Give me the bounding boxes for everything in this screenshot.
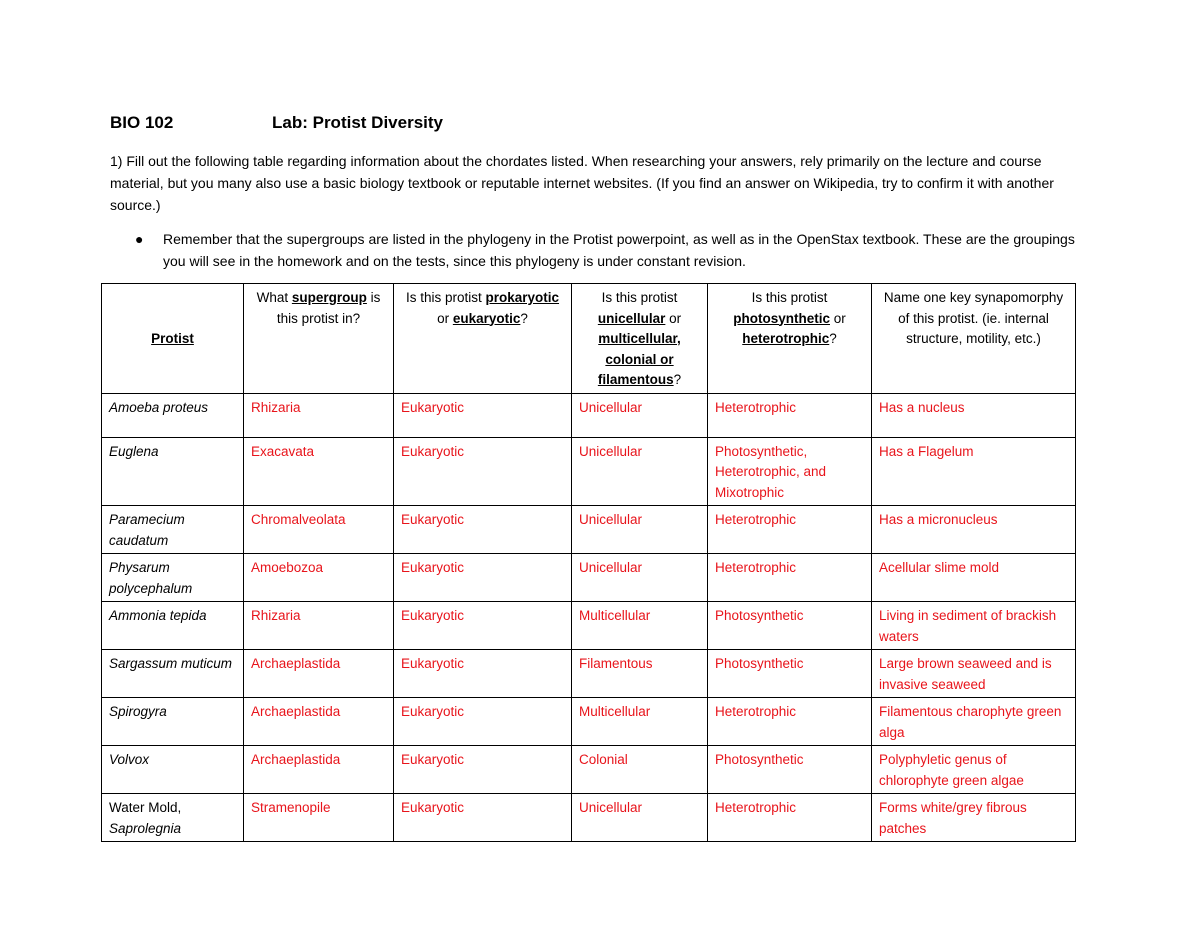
cell-synapomorphy: Has a micronucleus [872, 506, 1076, 554]
cell-protist-name: Paramecium caudatum [102, 506, 244, 554]
table-row [102, 650, 1076, 698]
table-header-row [102, 284, 1076, 394]
table-row [102, 393, 1076, 437]
cell-organization: Unicellular [572, 393, 708, 437]
header-nutrition: Is this protist photosynthetic or heterotrophic? [708, 284, 872, 394]
cell-organization: Multicellular [572, 602, 708, 650]
cell-cell-type: Eukaryotic [394, 393, 572, 437]
cell-synapomorphy: Polyphyletic genus of chlorophyte green algae [872, 746, 1076, 794]
cell-nutrition: Photosynthetic [708, 650, 872, 698]
cell-nutrition: Photosynthetic [708, 746, 872, 794]
cell-supergroup: Exacavata [244, 437, 394, 506]
bullet-text: Remember that the supergroups are listed in the phylogeny in the Protist powerpoint, as well as in the OpenStax textbook. These are the groupings you will see in the homework and on the tests, since this phylogeny is under constant revision. [163, 231, 1075, 269]
header-supergroup: What supergroup is this protist in? [244, 284, 394, 394]
cell-organization: Unicellular [572, 554, 708, 602]
cell-synapomorphy: Has a nucleus [872, 393, 1076, 437]
header-protist: Protist [102, 284, 244, 394]
table-row [102, 554, 1076, 602]
cell-synapomorphy: Has a Flagelum [872, 437, 1076, 506]
bullet-item [110, 228, 1095, 272]
table-row [102, 746, 1076, 794]
cell-supergroup: Archaeplastida [244, 698, 394, 746]
cell-supergroup: Archaeplastida [244, 746, 394, 794]
cell-cell-type: Eukaryotic [394, 554, 572, 602]
cell-cell-type: Eukaryotic [394, 698, 572, 746]
cell-protist-name: Volvox [102, 746, 244, 794]
cell-supergroup: Rhizaria [244, 393, 394, 437]
protist-table [101, 283, 1076, 842]
cell-synapomorphy: Filamentous charophyte green alga [872, 698, 1076, 746]
cell-protist-name: Amoeba proteus [102, 393, 244, 437]
cell-nutrition: Heterotrophic [708, 506, 872, 554]
instructions-paragraph: 1) Fill out the following table regarding information about the chordates listed. When researching your answers, rely primarily on the lecture and course material, but you many also use a basic biology textbook or reputable internet websites. (If you find an answer on Wikipedia, try to confirm it with another source.) [110, 153, 1054, 213]
protist-common-name: Water Mold, [109, 800, 182, 815]
table-row [102, 794, 1076, 842]
cell-cell-type: Eukaryotic [394, 437, 572, 506]
cell-organization: Unicellular [572, 506, 708, 554]
cell-synapomorphy: Living in sediment of brackish waters [872, 602, 1076, 650]
course-code: BIO 102 [110, 113, 174, 132]
cell-supergroup: Amoebozoa [244, 554, 394, 602]
cell-synapomorphy: Forms white/grey fibrous patches [872, 794, 1076, 842]
cell-nutrition: Photosynthetic, Heterotrophic, and Mixotrophic [708, 437, 872, 506]
protist-genus-name: Saprolegnia [109, 820, 182, 836]
bullet-icon: ● [135, 231, 144, 247]
cell-nutrition: Heterotrophic [708, 794, 872, 842]
document-title-row [110, 113, 443, 133]
cell-nutrition: Heterotrophic [708, 554, 872, 602]
cell-supergroup: Chromalveolata [244, 506, 394, 554]
cell-nutrition: Photosynthetic [708, 602, 872, 650]
table-row [102, 698, 1076, 746]
cell-cell-type: Eukaryotic [394, 602, 572, 650]
cell-supergroup: Archaeplastida [244, 650, 394, 698]
cell-cell-type: Eukaryotic [394, 650, 572, 698]
header-prokaryotic-eukaryotic: Is this protist prokaryotic or eukaryotic? [394, 284, 572, 394]
cell-cell-type: Eukaryotic [394, 506, 572, 554]
table-row [102, 602, 1076, 650]
cell-protist-name: Spirogyra [102, 698, 244, 746]
cell-organization: Filamentous [572, 650, 708, 698]
cell-supergroup: Stramenopile [244, 794, 394, 842]
cell-protist-name: Sargassum muticum [102, 650, 244, 698]
table-row [102, 506, 1076, 554]
cell-protist-name: Euglena [102, 437, 244, 506]
cell-organization: Unicellular [572, 794, 708, 842]
cell-organization: Colonial [572, 746, 708, 794]
cell-nutrition: Heterotrophic [708, 698, 872, 746]
cell-protist-name: Physarum polycephalum [102, 554, 244, 602]
cell-protist-name [102, 794, 244, 842]
cell-nutrition: Heterotrophic [708, 393, 872, 437]
cell-synapomorphy: Acellular slime mold [872, 554, 1076, 602]
cell-cell-type: Eukaryotic [394, 794, 572, 842]
header-cellularity: Is this protist unicellular or multicellular, colonial or filamentous? [572, 284, 708, 394]
cell-supergroup: Rhizaria [244, 602, 394, 650]
cell-synapomorphy: Large brown seaweed and is invasive seaweed [872, 650, 1076, 698]
table-row [102, 437, 1076, 506]
cell-cell-type: Eukaryotic [394, 746, 572, 794]
cell-organization: Multicellular [572, 698, 708, 746]
cell-protist-name: Ammonia tepida [102, 602, 244, 650]
cell-organization: Unicellular [572, 437, 708, 506]
lab-title: Lab: Protist Diversity [272, 113, 443, 132]
header-synapomorphy: Name one key synapomorphy of this protist. (ie. internal structure, motility, etc.) [872, 284, 1076, 394]
